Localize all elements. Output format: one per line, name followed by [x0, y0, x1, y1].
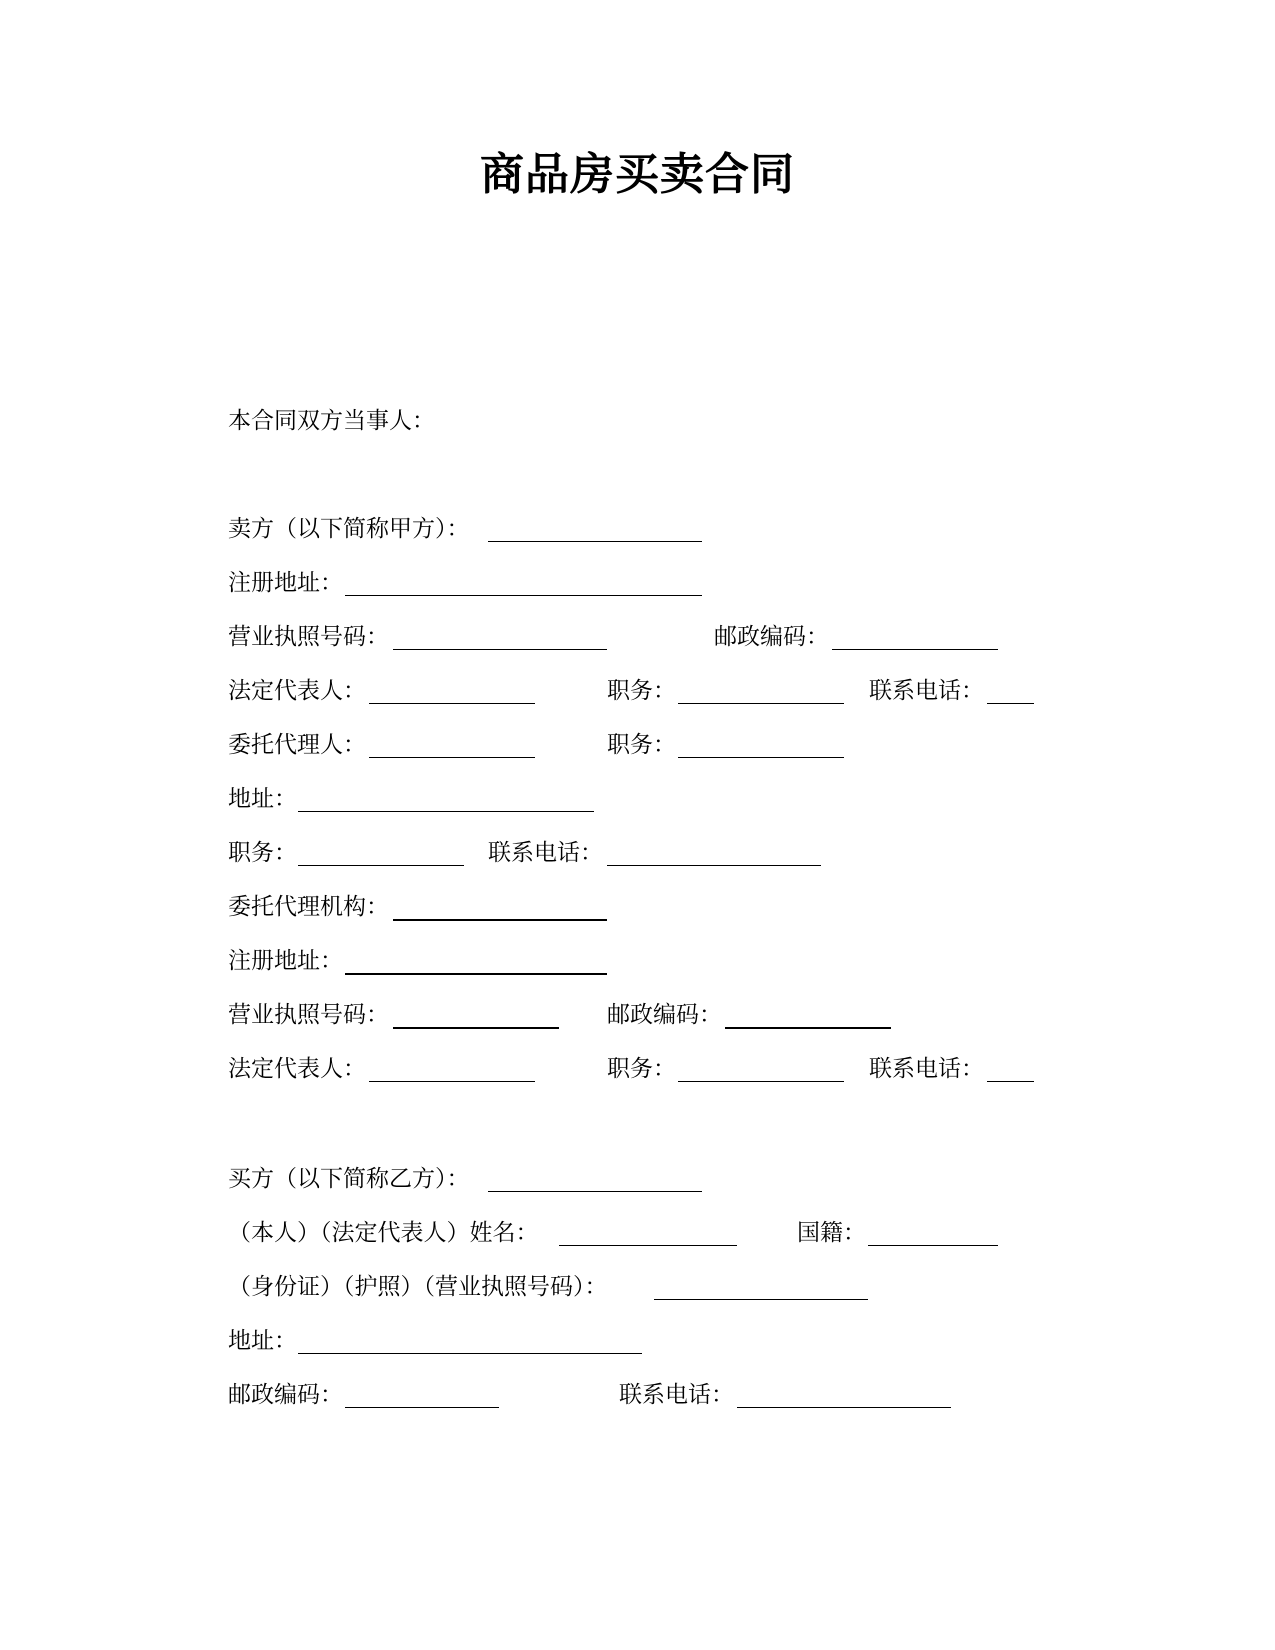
seller-registered-address-blank[interactable]	[345, 595, 702, 596]
buyer-address-blank[interactable]	[298, 1353, 642, 1354]
seller-registered-address-row	[0, 568, 1275, 602]
seller-legal-rep-blank[interactable]	[369, 703, 535, 704]
seller-phone-2-blank[interactable]	[607, 865, 821, 866]
seller-phone-2-label: 联系电话：	[488, 840, 603, 866]
buyer-nationality-label: 国籍：	[797, 1220, 866, 1246]
seller-agent-blank[interactable]	[369, 757, 535, 758]
buyer-postal-blank[interactable]	[345, 1407, 499, 1408]
agency-legal-rep-row	[0, 1054, 1275, 1088]
seller-position-blank[interactable]	[678, 703, 844, 704]
agency-position-blank[interactable]	[678, 1081, 844, 1082]
agency-postal-blank[interactable]	[725, 1027, 891, 1029]
buyer-phone-blank[interactable]	[737, 1407, 951, 1408]
document-title: 商品房买卖合同	[480, 149, 795, 200]
intro-text: 本合同双方当事人：	[228, 408, 435, 434]
seller-name-blank[interactable]	[488, 541, 702, 542]
buyer-person-name-blank[interactable]	[559, 1245, 737, 1246]
buyer-nationality-blank[interactable]	[868, 1245, 998, 1246]
agency-name-label: 委托代理机构：	[228, 894, 389, 920]
buyer-postal-row	[0, 1380, 1275, 1414]
agency-phone-label: 联系电话：	[869, 1056, 984, 1082]
buyer-postal-label: 邮政编码：	[228, 1382, 343, 1408]
seller-agent-row	[0, 730, 1275, 764]
seller-phone-label: 联系电话：	[869, 678, 984, 704]
intro-row	[0, 406, 1275, 440]
agency-name-blank[interactable]	[393, 919, 607, 921]
agency-license-row	[0, 1000, 1275, 1034]
buyer-address-label: 地址：	[228, 1328, 297, 1354]
seller-agent-position-label: 职务：	[607, 732, 676, 758]
agency-postal-label: 邮政编码：	[607, 1002, 722, 1028]
agency-position-label: 职务：	[607, 1056, 676, 1082]
seller-heading-row	[0, 514, 1275, 548]
buyer-person-row	[0, 1218, 1275, 1252]
seller-position-label: 职务：	[607, 678, 676, 704]
seller-registered-address-label: 注册地址：	[228, 570, 343, 596]
agency-license-blank[interactable]	[393, 1027, 559, 1029]
buyer-person-name-label: （本人）（法定代表人）姓名：	[228, 1220, 539, 1246]
seller-address-row	[0, 784, 1275, 818]
seller-postal-blank[interactable]	[832, 649, 998, 650]
seller-position-2-label: 职务：	[228, 840, 297, 866]
seller-phone-blank[interactable]	[987, 703, 1034, 704]
agency-registered-address-row	[0, 946, 1275, 980]
buyer-id-label: （身份证）（护照）（营业执照号码）：	[228, 1274, 608, 1300]
seller-license-label: 营业执照号码：	[228, 624, 389, 650]
seller-address-blank[interactable]	[298, 811, 594, 812]
seller-license-row	[0, 622, 1275, 656]
seller-address-label: 地址：	[228, 786, 297, 812]
buyer-heading-row	[0, 1164, 1275, 1198]
agency-phone-blank[interactable]	[987, 1081, 1034, 1082]
seller-postal-label: 邮政编码：	[714, 624, 829, 650]
seller-heading-label: 卖方（以下简称甲方）：	[228, 516, 470, 542]
seller-legal-rep-row	[0, 676, 1275, 710]
seller-legal-rep-label: 法定代表人：	[228, 678, 366, 704]
seller-agent-position-blank[interactable]	[678, 757, 844, 758]
seller-position-2-blank[interactable]	[298, 865, 464, 866]
buyer-address-row	[0, 1326, 1275, 1360]
seller-license-blank[interactable]	[393, 649, 607, 650]
agency-registered-address-label: 注册地址：	[228, 948, 343, 974]
agency-legal-rep-label: 法定代表人：	[228, 1056, 366, 1082]
agency-legal-rep-blank[interactable]	[369, 1081, 535, 1082]
seller-position-2-row	[0, 838, 1275, 872]
buyer-id-blank[interactable]	[654, 1299, 868, 1300]
seller-agent-label: 委托代理人：	[228, 732, 366, 758]
buyer-heading-label: 买方（以下简称乙方）：	[228, 1166, 470, 1192]
agency-registered-address-blank[interactable]	[345, 973, 607, 975]
agency-name-row	[0, 892, 1275, 926]
buyer-name-blank[interactable]	[488, 1191, 702, 1192]
agency-license-label: 营业执照号码：	[228, 1002, 389, 1028]
buyer-id-row	[0, 1272, 1275, 1306]
buyer-phone-label: 联系电话：	[619, 1382, 734, 1408]
